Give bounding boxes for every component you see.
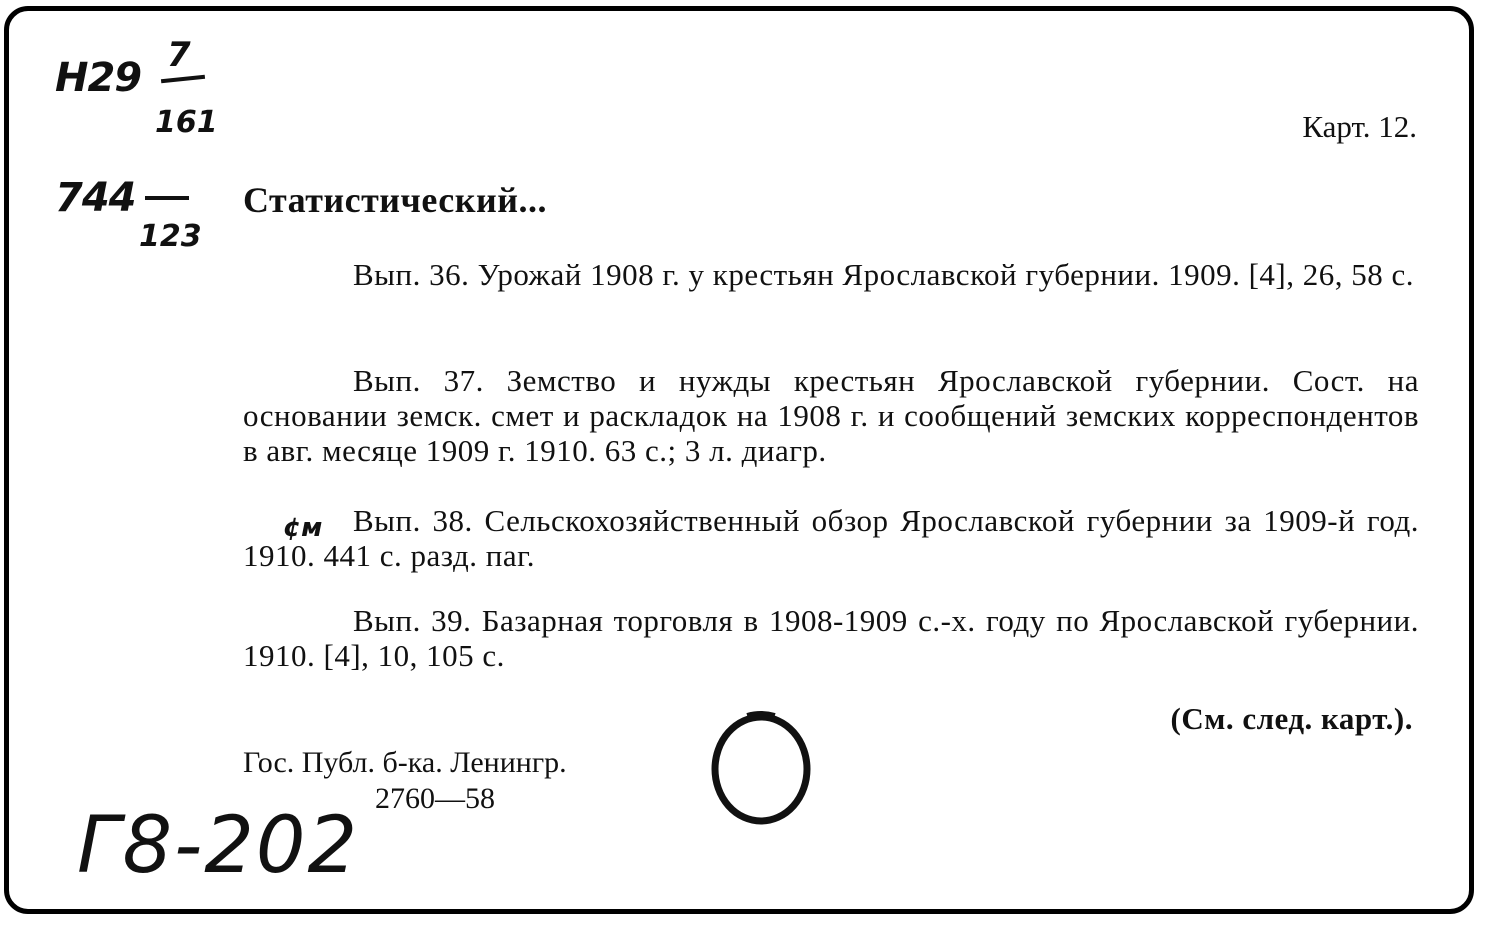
shelfmark-1-denominator: 161 [155,105,218,140]
entry-issue-39: Вып. 39. Базарная торговля в 1908-1909 с.-х. году по Ярославской губернии. 1910. [4], 10, 105 с. [243,603,1419,673]
shelfmark-2-fraction-bar [145,196,189,200]
margin-handwritten-mark: ¢м [283,513,323,543]
shelfmark-2-denominator: 123 [139,219,202,254]
catalog-card [4,6,1474,914]
shelfmark-2-main: 744 [55,175,136,221]
entry-issue-36: Вып. 36. Урожай 1908 г. у крестьян Ярославской губернии. 1909. [4], 26, 58 с. [353,257,1415,292]
card-title: Статистический... [243,180,547,220]
see-next-card: (См. след. карт.). [1170,701,1413,736]
shelfmark-1-fraction-bar [161,75,205,84]
entry-issue-37: Вып. 37. Земство и нужды крестьян Ярославской губернии. Сост. на основании земск. смет и раскладок на 1908 г. и сообщений земских корреспондентов в авг. месяце 1909 г. 1910. 63 с.; 3 л. диагр. [243,363,1419,468]
card-number: Карт. 12. [1302,109,1417,144]
imprint-library: Гос. Публ. б-ка. Ленингр. [243,746,567,779]
entry-issue-38: Вып. 38. Сельскохозяйственный обзор Ярославской губернии за 1909-й год. 1910. 441 с. разд. паг. [243,503,1419,573]
punch-hole-circle-icon [709,709,813,827]
shelfmark-1-main: Н29 [55,55,142,101]
imprint-order-number: 2760—58 [375,782,495,815]
shelfmark-1-numerator: 7 [167,35,191,75]
call-number: Г8-202 [77,801,360,891]
